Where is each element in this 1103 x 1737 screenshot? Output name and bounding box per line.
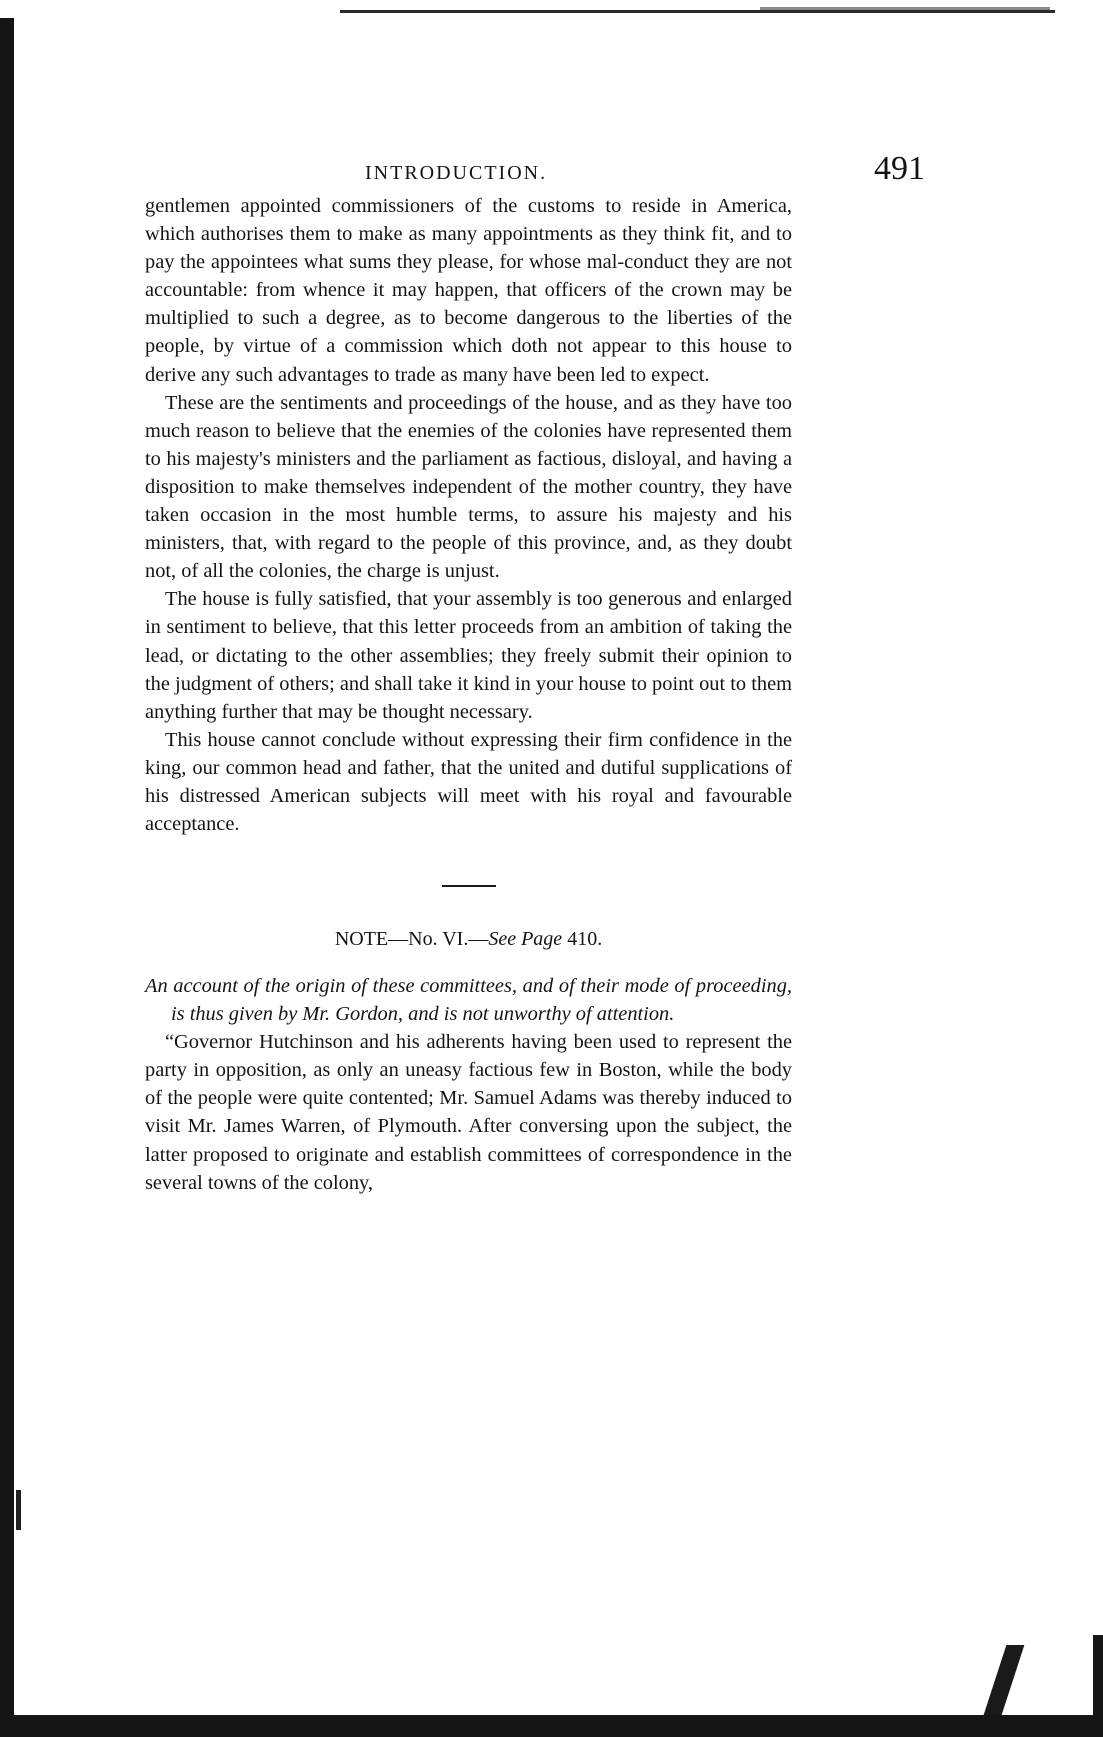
section-divider <box>442 885 496 887</box>
body-paragraph-3: The house is fully satisfied, that your assembly is too generous and enlarged in sentiment to believe, that this letter proceeds from an ambition of taking the lead, or dictating to the other assemblies; they freely submit their opinion to the judgment of others; and shall take it kind in your house to point out to them anything further that may be thought necessary. <box>145 588 792 723</box>
page-body <box>145 192 792 1197</box>
body-paragraph-2: These are the sentiments and proceedings of the house, and as they have too much reason to believe that the enemies of the colonies have represented them to his majesty's ministers and the parliament as factious, disloyal, and having a disposition to make themselves independent of the mother country, they have taken occasion in the most humble terms, to assure his majesty and his ministers, that, with regard to the people of this province, and, as they doubt not, of all the colonies, the charge is unjust. <box>145 391 792 583</box>
page-number: 491 <box>874 150 925 187</box>
scan-left-mark <box>16 1490 21 1530</box>
note-quote-paragraph: “Governor Hutchinson and his adherents having been used to represent the party in opposition, as only an uneasy factious few in Boston, while the body of the people were quite contented; Mr. Samuel Adams was thereby induced to visit Mr. James Warren, of Plymouth. After conversing upon the subject, the latter proposed to originate and establish committees of correspondence in the several towns of the colony, <box>145 1031 792 1194</box>
scan-left-edge <box>0 18 14 1720</box>
body-paragraph-1: gentlemen appointed commissioners of the customs to reside in America, which authorises them to make as many appointments as they think fit, and to pay the appointees what sums they please, for whose mal-conduct they are not accountable: from whence it may happen, that officers of the crown may be multiplied to such a degree, as to become dangerous to the liberties of the people, by virtue of a commission which doth not appear to this house to derive any such advantages to trade as many have been led to expect. <box>145 195 792 386</box>
note-heading <box>145 928 792 951</box>
note-heading-main: NOTE—No. VI.— <box>334 928 489 951</box>
scan-top-rule <box>340 10 1055 13</box>
scan-bottom-edge <box>0 1715 1103 1737</box>
running-head: INTRODUCTION. <box>365 162 548 184</box>
body-paragraph-4: This house cannot conclude without expressing their firm confidence in the king, our common head and father, that the united and dutiful supplications of his distressed American subjects will meet with his royal and favourable acceptance. <box>145 728 792 836</box>
note-heading-ref: See Page <box>488 928 563 951</box>
scan-bottom-right-edge <box>1093 1635 1103 1715</box>
note-preface: An account of the origin of these committees, and of their mode of proceeding, is thus given by Mr. Gordon, and is not unworthy of attention. <box>145 975 792 1025</box>
scan-corner-mark <box>984 1645 1025 1715</box>
note-heading-page: 410. <box>567 928 603 951</box>
